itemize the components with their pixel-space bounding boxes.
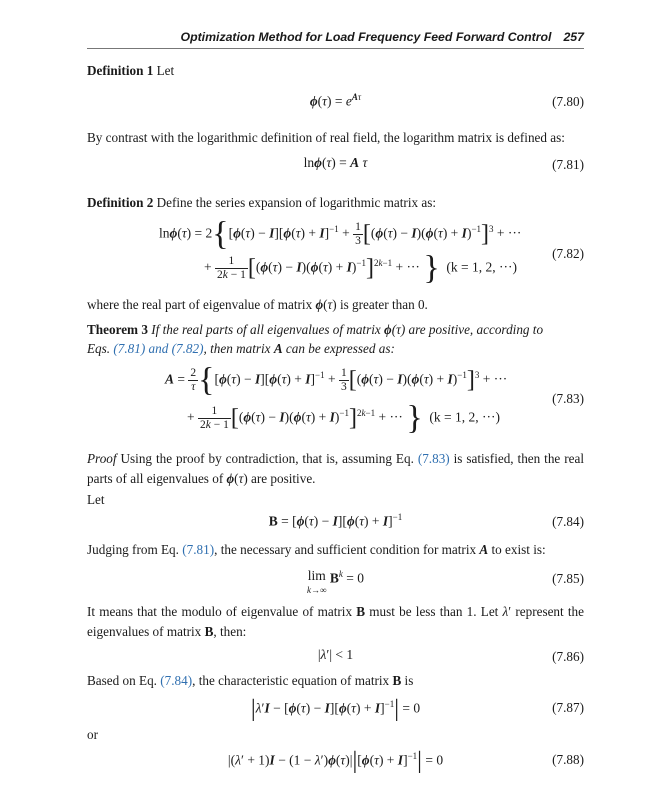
equation-7-83-line-1: A = $\frac{2}{\tau}$ {$[\phi(\tau) - I][\phi(\tau) + I]^{-1}$ + $\frac{1}{3}$ $[(\phi(\tau) - I)(\phi(\tau) + I)^{-1}]^3$ + ··· [165,361,508,399]
proof-paragraph: Proof Using the proof by contradiction, that is, assuming Eq. (7.83) is satisfied, then the real parts of all eigenvalues of ϕ(τ) are positive. [87,451,584,486]
judging-paragraph: Judging from Eq. (7.81), the necessary and sufficient condition for matrix A to exist is: [87,542,546,557]
equation-7-84-body: $B = [\phi(\tau) - I][\phi(\tau) + I]^{-1}$ [268,512,403,529]
equation-7-82 [87,217,584,285]
equation-7-80 [87,92,584,112]
header-rule [87,48,584,49]
equation-number: (7.84) [552,514,584,529]
page-number: 257 [563,30,584,44]
equation-number: (7.88) [552,752,584,767]
equation-number: (7.80) [552,94,584,109]
equation-7-81 [87,155,584,175]
equation-7-87-body: $|\lambda'I - [\phi(\tau) - I][\phi(\tau) + I]^{-1}| = 0$ [250,696,421,722]
equation-number: (7.87) [552,700,584,715]
header-title: Optimization Method for Load Frequency Feed Forward Control [180,30,552,44]
equation-7-84 [87,512,584,532]
equation-7-85 [87,569,584,595]
equation-7-81-body: lnϕ(τ) = A τ [303,155,368,170]
or-paragraph: or [87,727,98,742]
theorem-3: Theorem 3 If the real parts of all eigenvalues of matrix ϕ(τ) are positive, according to Eqs. (7.81) and (7.82), then matrix A can be expressed as: [87,322,544,356]
equation-7-85-body: lim k→∞ $B^k = 0$ [307,568,364,595]
equation-ref-link[interactable]: (7.81) [182,542,215,557]
equation-7-83-line-2: + $\frac{1}{2k - 1}$ $[(\phi(\tau) - I)(\phi(\tau) + I)^{-1}]^{2k-1}$ + ··· } (k = 1, 2, ···) [187,399,500,437]
equation-number: (7.83) [552,391,584,406]
equation-number: (7.86) [552,649,584,664]
means-paragraph: It means that the modulo of eigenvalue of matrix B must be less than 1. Let λ′ represent the eigenvalues of matrix B, then: [87,604,584,639]
equation-7-80-body: $\phi(\tau) = e^{A\tau}$ [309,92,362,109]
equation-7-83 [87,363,584,437]
equation-7-88-body: $|(\lambda' + 1)I - (1 - \lambda')\phi(\tau)||[\phi(\tau) + I]^{-1}| = 0$ [227,748,444,774]
equation-7-86 [87,647,584,667]
definition-2: Definition 2 Define the series expansion of logarithmic matrix as: [87,195,437,210]
equation-7-86-body: |λ′| < 1 [317,647,354,662]
definition-1: Definition 1 Let [87,63,175,78]
running-header [0,30,584,44]
equation-number: (7.81) [552,157,584,172]
paragraph-log-definition: By contrast with the logarithmic definition of real field, the logarithm matrix is defined as: [87,130,565,145]
equation-number: (7.85) [552,571,584,586]
equation-ref-link[interactable]: (7.81) and (7.82) [113,341,204,356]
equation-7-88 [87,748,584,774]
equation-number: (7.82) [552,246,584,261]
paragraph-real-part: where the real part of eigenvalue of matrix ϕ(τ) is greater than 0. [87,297,428,312]
equation-7-82-line-2: + $\frac{1}{2k - 1}$ $[(\phi(\tau) - I)(\phi(\tau) + I)^{-1}]^{2k-1}$ + ··· } (k = 1, 2, ···) [204,249,517,287]
equation-7-87 [87,696,584,722]
equation-7-82-line-1: $\ln\phi(\tau) = 2\{[\phi(\tau) - I][\phi(\tau) + I]^{-1}$ + $\frac{1}{3}$ $[(\phi(\tau) - I)(\phi(\tau) + I)^{-1}]^3$ + ··· [159,215,522,253]
let-paragraph: Let [87,492,105,507]
equation-ref-link[interactable]: (7.84) [160,673,193,688]
equation-ref-link[interactable]: (7.83) [417,451,450,466]
based-paragraph: Based on Eq. (7.84), the characteristic equation of matrix B is [87,673,414,688]
